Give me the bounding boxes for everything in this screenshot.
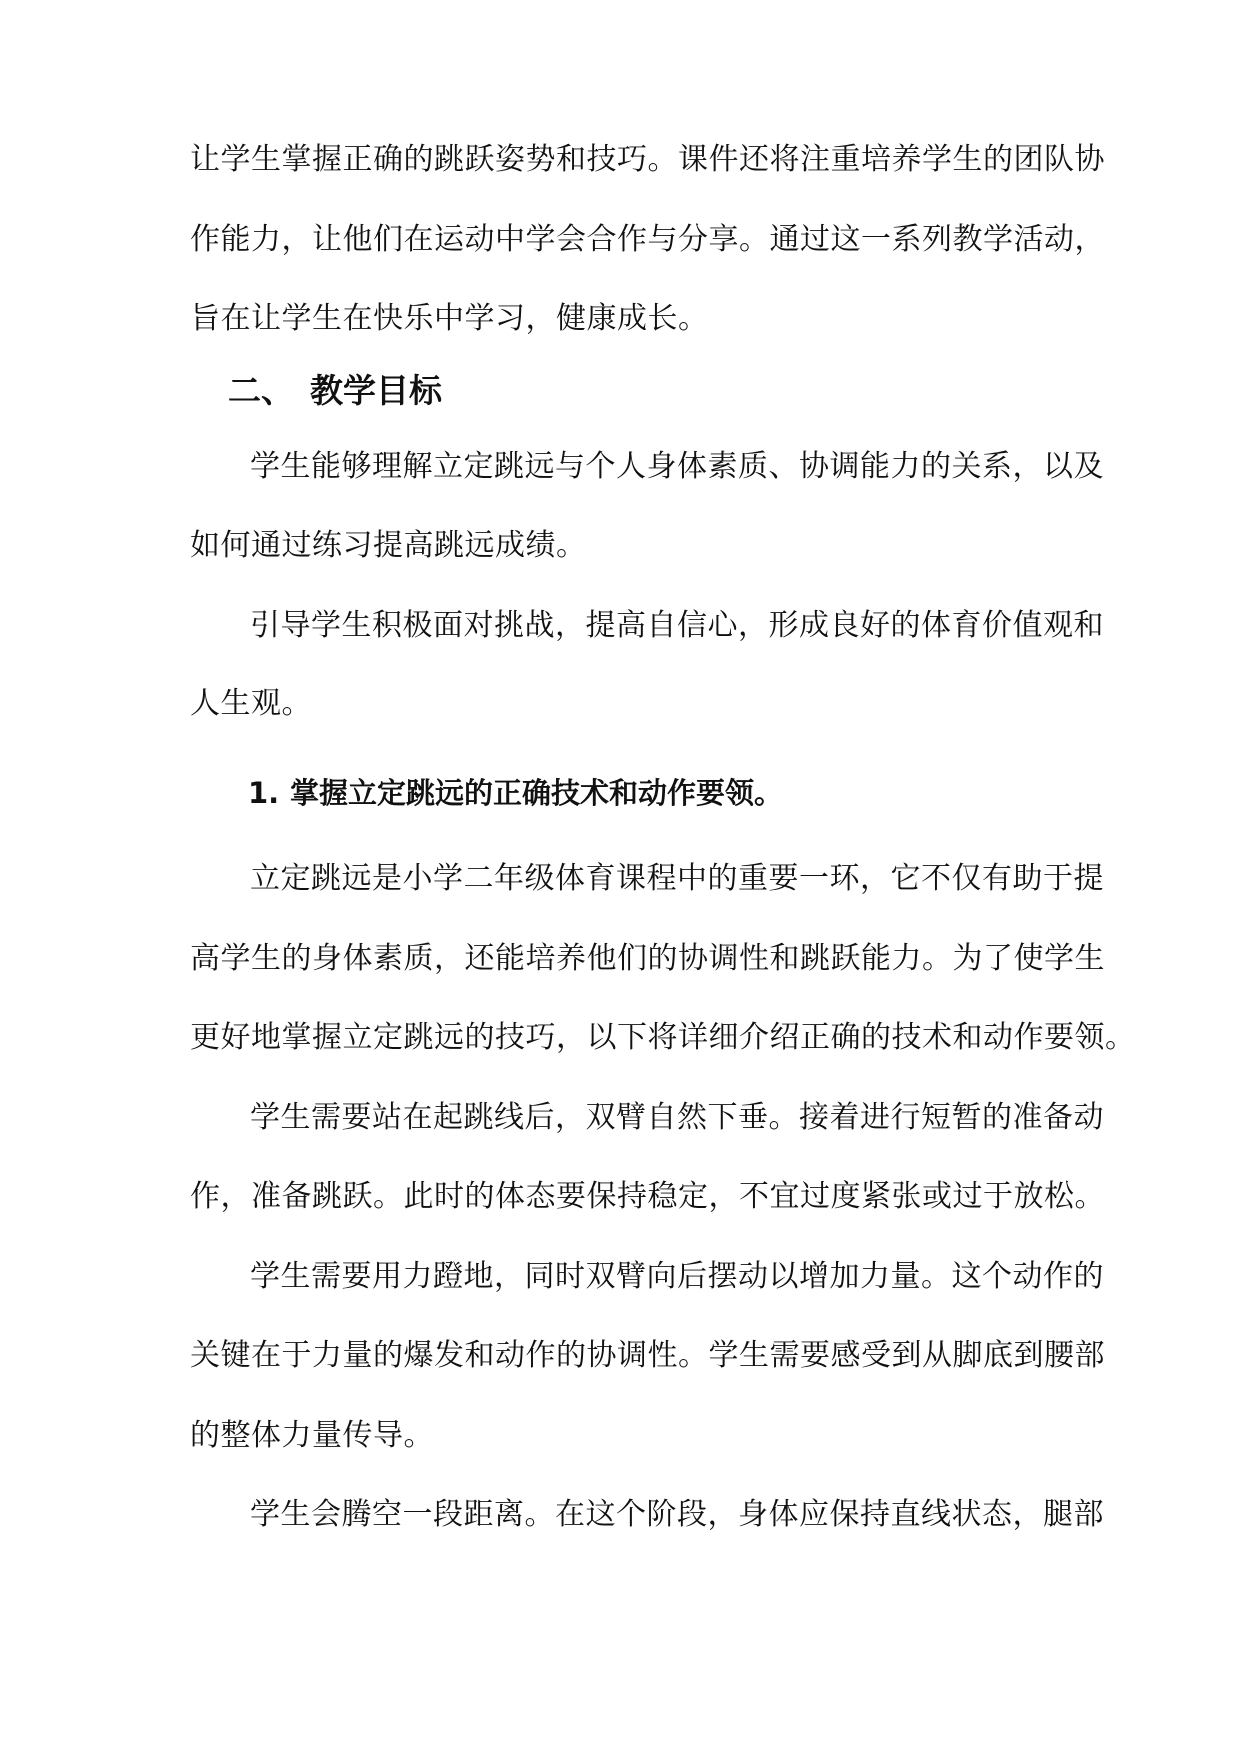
intro-line-1: 让学生掌握正确的跳跃姿势和技巧。课件还将注重培养学生的团队协	[190, 142, 1105, 177]
goals-p1-line-1: 学生能够理解立定跳远与个人身体素质、协调能力的关系，以及	[250, 449, 1104, 484]
item-p1-line-3: 更好地掌握立定跳远的技巧，以下将详细介绍正确的技术和动作要领。	[190, 1020, 1136, 1055]
intro-line-2: 作能力，让他们在运动中学会合作与分享。通过这一系列教学活动，	[190, 222, 1105, 257]
item-p1-line-1: 立定跳远是小学二年级体育课程中的重要一环，它不仅有助于提	[250, 861, 1104, 896]
section-number: 二、	[228, 371, 294, 410]
section-title: 教学目标	[310, 371, 442, 410]
item-p3-line-2: 关键在于力量的爆发和动作的协调性。学生需要感受到从脚底到腰部	[190, 1338, 1105, 1373]
goals-p1-line-2: 如何通过练习提高跳远成绩。	[190, 528, 587, 563]
item-title: 掌握立定跳远的正确技术和动作要领。	[290, 776, 784, 810]
item-p2-line-1: 学生需要站在起跳线后，双臂自然下垂。接着进行短暂的准备动	[250, 1100, 1104, 1135]
item-heading	[248, 773, 783, 813]
intro-line-3: 旨在让学生在快乐中学习，健康成长。	[190, 301, 709, 336]
item-p4-line-1: 学生会腾空一段距离。在这个阶段，身体应保持直线状态，腿部	[250, 1497, 1104, 1532]
section-heading	[228, 369, 442, 413]
item-number: 1.	[248, 776, 280, 810]
item-p3-line-1: 学生需要用力蹬地，同时双臂向后摆动以增加力量。这个动作的	[250, 1259, 1104, 1294]
goals-p2-line-2: 人生观。	[190, 686, 312, 721]
item-p3-line-3: 的整体力量传导。	[190, 1418, 434, 1453]
item-p2-line-2: 作，准备跳跃。此时的体态要保持稳定，不宜过度紧张或过于放松。	[190, 1179, 1105, 1214]
item-p1-line-2: 高学生的身体素质，还能培养他们的协调性和跳跃能力。为了使学生	[190, 941, 1105, 976]
goals-p2-line-1: 引导学生积极面对挑战，提高自信心，形成良好的体育价值观和	[250, 608, 1104, 643]
